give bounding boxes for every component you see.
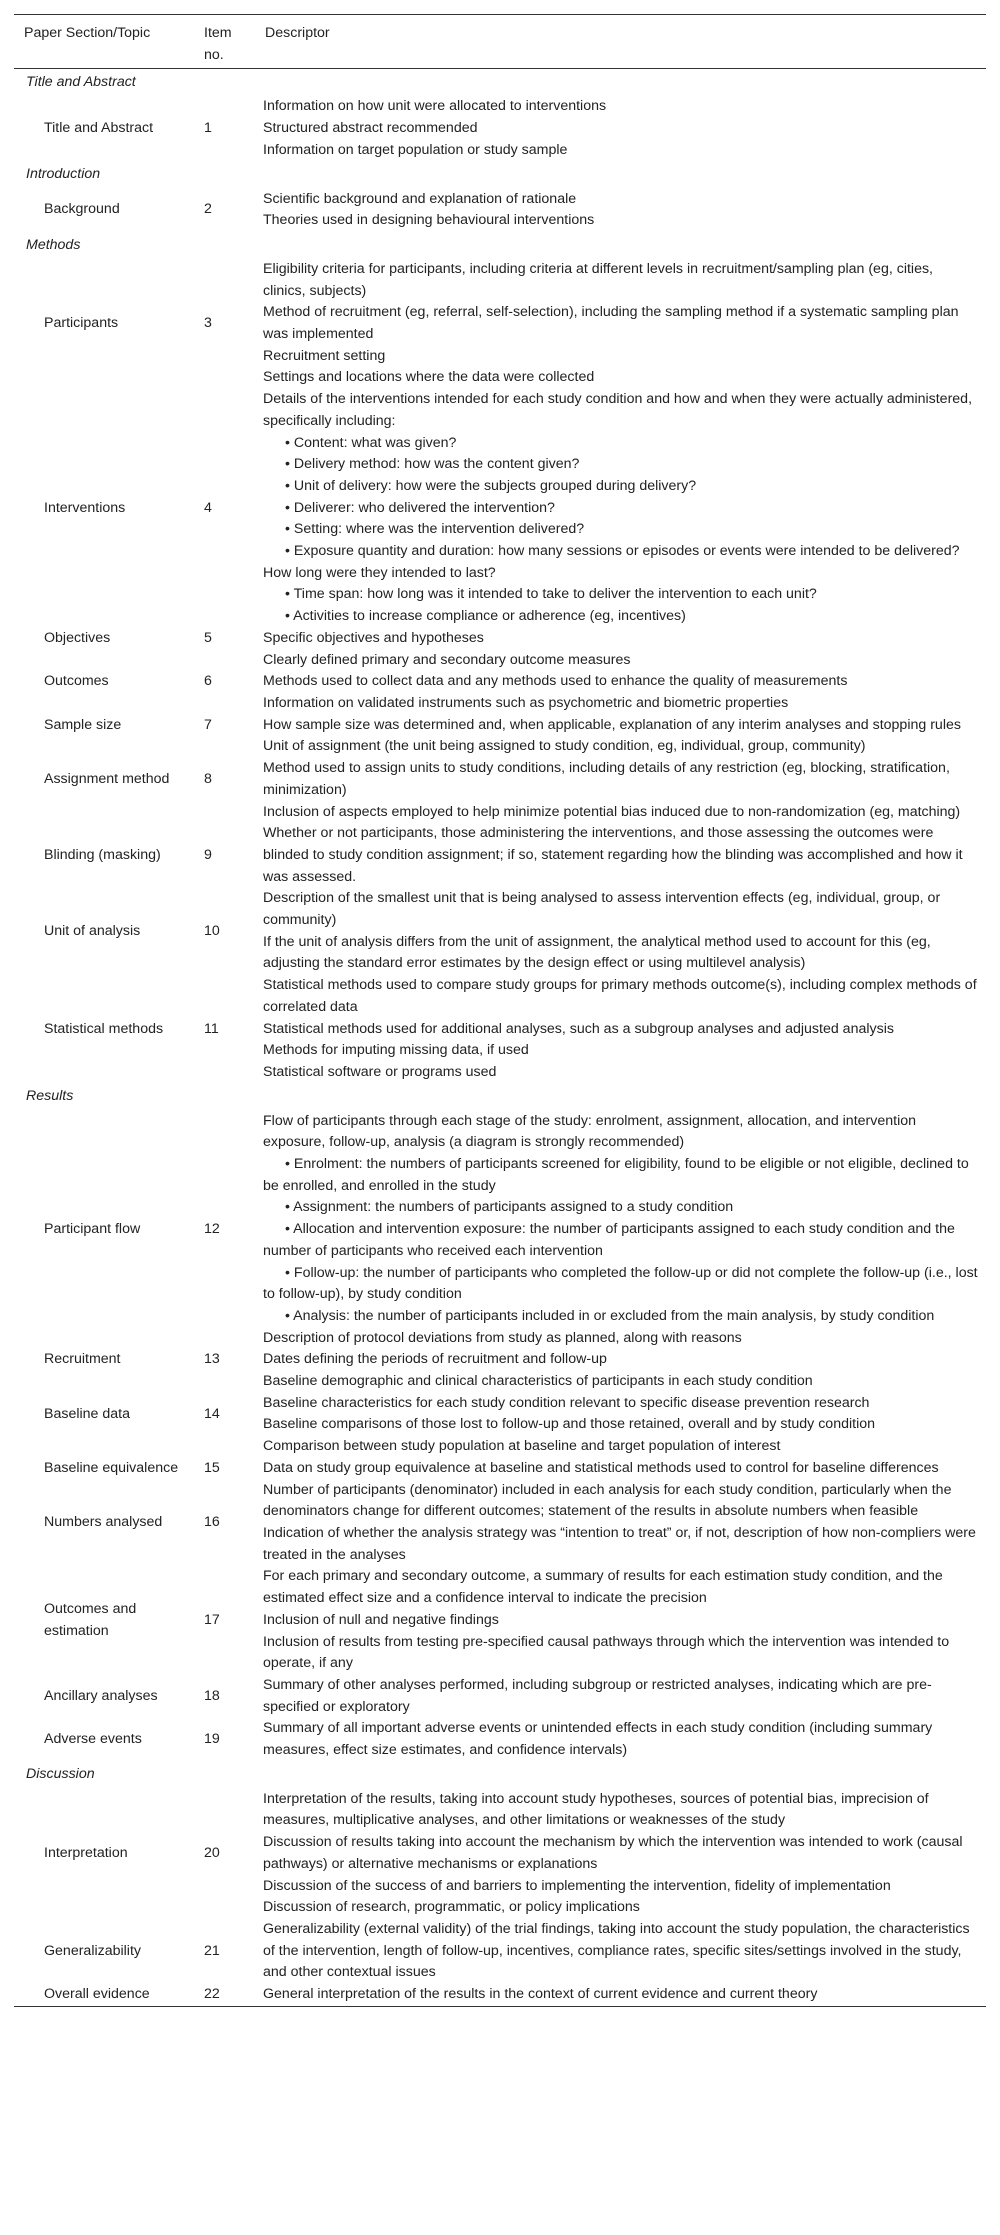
table-row — [14, 1984, 986, 2006]
table-row — [14, 1371, 986, 1458]
descriptor-bullet: • Activities to increase compliance or adherence (eg, incentives) — [285, 608, 686, 625]
topic-cell: Outcomes — [44, 673, 109, 690]
item-number-cell: 12 — [204, 1221, 220, 1238]
table-row — [14, 888, 986, 975]
descriptor-line: Discussion of the success of and barriers to implementing the intervention, fidelity of implementation — [263, 1877, 891, 1894]
reporting-checklist-table — [14, 14, 986, 2007]
item-number-cell: 7 — [204, 716, 212, 733]
descriptor-cell — [255, 736, 986, 823]
section-heading: Title and Abstract — [26, 74, 136, 91]
descriptor-line: Method used to assign units to study conditions, including details of any restriction (eg, blocking, stratification, minimization) — [263, 760, 950, 798]
descriptor-line: Methods used to collect data and any methods used to enhance the quality of measurements — [263, 673, 848, 690]
topic-cell: Statistical methods — [44, 1020, 164, 1037]
section-row — [14, 162, 986, 189]
descriptor-cell — [255, 1480, 986, 1567]
item-number-cell: 10 — [204, 922, 220, 939]
topic-cell: Participants — [44, 315, 119, 332]
descriptor-line: Method of recruitment (eg, referral, self-selection), including the sampling method if a systematic sampling plan was implemented — [263, 304, 959, 343]
descriptor-line: Flow of participants through each stage of the study: enrolment, assignment, allocation, and intervention exposure, follow-up, analysis (a diagram is strongly recommended) — [263, 1112, 917, 1151]
descriptor-cell — [255, 96, 986, 161]
descriptor-line: Details of the interventions intended for each study condition and how and when they were actually administered, specifically including: — [263, 391, 973, 429]
descriptor-cell — [255, 650, 986, 715]
descriptor-bullet: • Unit of delivery: how were the subjects grouped during delivery? — [285, 477, 697, 494]
descriptor-cell — [255, 1718, 986, 1761]
descriptor-line: Discussion of results taking into account the mechanism by which the intervention was intended to work (causal pathways) or alternative mechanisms or explanations — [263, 1834, 963, 1872]
descriptor-line: Information on validated instruments such as psychometric and biometric properties — [263, 694, 789, 711]
descriptor-line: Recruitment setting — [263, 347, 386, 364]
header-descriptor: Descriptor — [255, 15, 986, 69]
topic-cell: Blinding (masking) — [44, 846, 161, 863]
descriptor-cell — [255, 1371, 986, 1458]
descriptor-line: Data on study group equivalence at baseline and statistical methods used to control for baseline differences — [263, 1459, 939, 1476]
descriptor-line: Summary of other analyses performed, including subgroup or restricted analyses, indicating which are pre-specified or exploratory — [263, 1676, 932, 1715]
descriptor-line: Eligibility criteria for participants, including criteria at different levels in recruitment/sampling plan (eg, cities, clinics, subjects) — [263, 260, 933, 299]
descriptor-cell — [255, 888, 986, 975]
descriptor-line: Unit of assignment (the unit being assigned to study condition, eg, individual, group, community) — [263, 738, 866, 755]
descriptor-line: Settings and locations where the data were collected — [263, 369, 595, 386]
item-number-cell: 1 — [204, 120, 212, 137]
descriptor-cell — [255, 1789, 986, 1919]
descriptor-line: Information on target population or study sample — [263, 141, 568, 158]
section-row — [14, 69, 986, 97]
descriptor-line: How sample size was determined and, when applicable, explanation of any interim analyses and stopping rules — [263, 716, 961, 733]
header-item-no: Item no. — [192, 15, 255, 69]
descriptor-cell — [255, 823, 986, 888]
descriptor-bullet: • Analysis: the number of participants included in or excluded from the main analysis, by study condition — [285, 1307, 935, 1324]
descriptor-cell — [255, 189, 986, 232]
descriptor-line: Inclusion of null and negative findings — [263, 1611, 499, 1628]
table-row — [14, 1675, 986, 1718]
descriptor-line: Statistical software or programs used — [263, 1063, 497, 1080]
descriptor-bullet: • Content: what was given? — [285, 434, 457, 451]
descriptor-line: Baseline comparisons of those lost to follow-up and those retained, overall and by study condition — [263, 1416, 876, 1433]
descriptor-cell — [255, 1919, 986, 1984]
descriptor-bullet: • Enrolment: the numbers of participants screened for eligibility, found to be eligible or not eligible, declined to be enrolled, and enrolled in the study — [263, 1156, 969, 1194]
topic-cell: Recruitment — [44, 1351, 121, 1368]
topic-cell: Title and Abstract — [44, 120, 154, 137]
table-row — [14, 1480, 986, 1567]
descriptor-line: Inclusion of aspects employed to help minimize potential bias induced due to non-randomization (eg, matching) — [263, 803, 961, 820]
descriptor-bullet: • Time span: how long was it intended to take to deliver the intervention to each unit? — [285, 586, 817, 603]
table-row — [14, 1458, 986, 1480]
topic-cell: Generalizability — [44, 1942, 141, 1959]
item-number-cell: 13 — [204, 1351, 220, 1368]
descriptor-cell — [255, 715, 986, 737]
item-number-cell: 3 — [204, 315, 212, 332]
descriptor-line: Specific objectives and hypotheses — [263, 629, 484, 646]
table-row — [14, 975, 986, 1084]
table-row — [14, 189, 986, 232]
descriptor-line: Interpretation of the results, taking into account study hypotheses, sources of potential bias, imprecision of measures, multiplicative analyses, and other limitations or weaknesses of the study — [263, 1790, 929, 1829]
table-row — [14, 1789, 986, 1919]
item-number-cell: 15 — [204, 1459, 220, 1476]
item-number-cell: 18 — [204, 1687, 220, 1704]
descriptor-cell — [255, 389, 986, 628]
item-number-cell: 22 — [192, 1984, 255, 2006]
descriptor-bullet: • Assignment: the numbers of participants assigned to a study condition — [285, 1199, 734, 1216]
descriptor-line: Number of participants (denominator) included in each analysis for each study condition, particularly when the denominators change for different outcomes; statement of the results in absolute numbers when feasible — [263, 1481, 952, 1520]
descriptor-cell — [255, 1458, 986, 1480]
section-row — [14, 1762, 986, 1789]
topic-cell: Baseline equivalence — [44, 1459, 179, 1476]
topic-cell: Overall evidence — [14, 1984, 192, 2006]
descriptor-line: Clearly defined primary and secondary outcome measures — [263, 651, 631, 668]
item-number-cell: 16 — [204, 1514, 220, 1531]
descriptor-line: Baseline demographic and clinical characteristics of participants in each study condition — [263, 1373, 813, 1390]
descriptor-cell — [255, 1111, 986, 1350]
descriptor-line: If the unit of analysis differs from the unit of assignment, the analytical method used to account for this (eg, adjusting the standard error estimates by the design effect or using multilevel analysis) — [263, 933, 931, 972]
table-row — [14, 1566, 986, 1675]
table-header-row — [14, 15, 986, 69]
table-row — [14, 1111, 986, 1350]
table-row — [14, 823, 986, 888]
descriptor-line: Whether or not participants, those administering the interventions, and those assessing the outcomes were blinded to study condition assignment; if so, statement regarding how the blinding was accomplished and how it was assessed. — [263, 825, 963, 885]
descriptor-line: Methods for imputing missing data, if used — [263, 1042, 529, 1059]
section-heading: Methods — [26, 236, 81, 253]
descriptor-line: Description of protocol deviations from study as planned, along with reasons — [263, 1329, 742, 1346]
item-number-cell: 5 — [204, 629, 212, 646]
descriptor-line: Scientific background and explanation of rationale — [263, 190, 577, 207]
descriptor-line: General interpretation of the results in the context of current evidence and current theory — [263, 1986, 818, 2003]
descriptor-line: Statistical methods used for additional analyses, such as a subgroup analyses and adjusted analysis — [263, 1020, 894, 1037]
topic-cell: Unit of analysis — [44, 922, 141, 939]
topic-cell: Interpretation — [44, 1844, 128, 1861]
descriptor-line: Comparison between study population at baseline and target population of interest — [263, 1438, 781, 1455]
item-number-cell: 20 — [204, 1844, 220, 1861]
item-number-cell: 11 — [204, 1020, 219, 1037]
item-number-cell: 21 — [204, 1942, 220, 1959]
descriptor-cell — [255, 1984, 986, 2006]
descriptor-line: Generalizability (external validity) of the trial findings, taking into account the study population, the characteristics of the intervention, length of follow-up, incentives, compliance rates, specific sites/settings involved in the study, and other contextual issues — [263, 1920, 970, 1981]
table-row — [14, 715, 986, 737]
descriptor-cell — [255, 1675, 986, 1718]
table-row — [14, 628, 986, 650]
topic-cell: Outcomes and estimation — [44, 1600, 137, 1639]
item-number-cell: 19 — [204, 1731, 220, 1748]
descriptor-line: Structured abstract recommended — [263, 120, 478, 137]
descriptor-bullet: • Follow-up: the number of participants who completed the follow-up or did not complete the follow-up (i.e., lost to follow-up), by study condition — [263, 1264, 978, 1303]
topic-cell: Baseline data — [44, 1405, 130, 1422]
header-section-topic: Paper Section/Topic — [14, 15, 192, 69]
descriptor-cell — [255, 975, 986, 1084]
topic-cell: Participant flow — [44, 1221, 141, 1238]
table-row — [14, 389, 986, 628]
descriptor-cell — [255, 259, 986, 389]
table-body — [14, 69, 986, 2006]
document — [14, 14, 986, 2007]
topic-cell: Numbers analysed — [44, 1514, 163, 1531]
descriptor-line: Summary of all important adverse events or unintended effects in each study condition (including summary measures, effect size estimates, and confidence intervals) — [263, 1720, 933, 1759]
table-row — [14, 1349, 986, 1371]
table-row — [14, 736, 986, 823]
table-row — [14, 259, 986, 389]
table-row — [14, 96, 986, 161]
topic-cell: Interventions — [44, 499, 126, 516]
section-heading: Introduction — [26, 166, 101, 183]
topic-cell: Objectives — [44, 629, 111, 646]
section-heading: Discussion — [26, 1766, 95, 1783]
topic-cell: Assignment method — [44, 770, 170, 787]
descriptor-line: For each primary and secondary outcome, a summary of results for each estimation study condition, and the estimated effect size and a confidence interval to indicate the precision — [263, 1568, 943, 1607]
table-row — [14, 1919, 986, 1984]
descriptor-bullet: • Delivery method: how was the content given? — [285, 456, 580, 473]
item-number-cell: 4 — [204, 499, 212, 516]
item-number-cell: 17 — [204, 1611, 220, 1628]
topic-cell: Background — [44, 201, 120, 218]
descriptor-cell — [255, 1349, 986, 1371]
section-row — [14, 1084, 986, 1111]
descriptor-cell — [255, 1566, 986, 1675]
descriptor-line: Discussion of research, programmatic, or policy implications — [263, 1899, 640, 1916]
descriptor-line: Baseline characteristics for each study condition relevant to specific disease prevention research — [263, 1394, 870, 1411]
topic-cell: Ancillary analyses — [44, 1687, 158, 1704]
descriptor-line: Inclusion of results from testing pre-specified causal pathways through which the intervention was intended to operate, if any — [263, 1633, 950, 1672]
section-row — [14, 232, 986, 259]
descriptor-line: Indication of whether the analysis strategy was “intention to treat” or, if not, description of how non-compliers were treated in the analyses — [263, 1525, 976, 1563]
item-number-cell: 8 — [204, 770, 212, 787]
table-row — [14, 1718, 986, 1761]
descriptor-line: Description of the smallest unit that is being analysed to assess intervention effects (eg, individual, group, or community) — [263, 890, 941, 929]
item-number-cell: 9 — [204, 846, 212, 863]
item-number-cell: 6 — [204, 673, 212, 690]
table-row — [14, 650, 986, 715]
descriptor-bullet: • Allocation and intervention exposure: the number of participants assigned to each study condition and the number of participants who received each intervention — [263, 1221, 955, 1259]
descriptor-line: Theories used in designing behavioural interventions — [263, 212, 595, 229]
descriptor-line: Statistical methods used to compare study groups for primary methods outcome(s), including complex methods of correlated data — [263, 977, 977, 1015]
descriptor-bullet: • Deliverer: who delivered the intervention? — [285, 499, 555, 516]
descriptor-line: Information on how unit were allocated to interventions — [263, 98, 607, 115]
descriptor-bullet: • Exposure quantity and duration: how many sessions or episodes or events were intended to be delivered? How long were they intended to last? — [263, 543, 960, 581]
descriptor-bullet: • Setting: where was the intervention delivered? — [285, 521, 585, 538]
section-heading: Results — [26, 1088, 74, 1105]
descriptor-line: Dates defining the periods of recruitment and follow-up — [263, 1351, 607, 1368]
descriptor-cell — [255, 628, 986, 650]
item-number-cell: 2 — [204, 201, 212, 218]
item-number-cell: 14 — [204, 1405, 220, 1422]
topic-cell: Adverse events — [44, 1731, 142, 1748]
topic-cell: Sample size — [44, 716, 122, 733]
